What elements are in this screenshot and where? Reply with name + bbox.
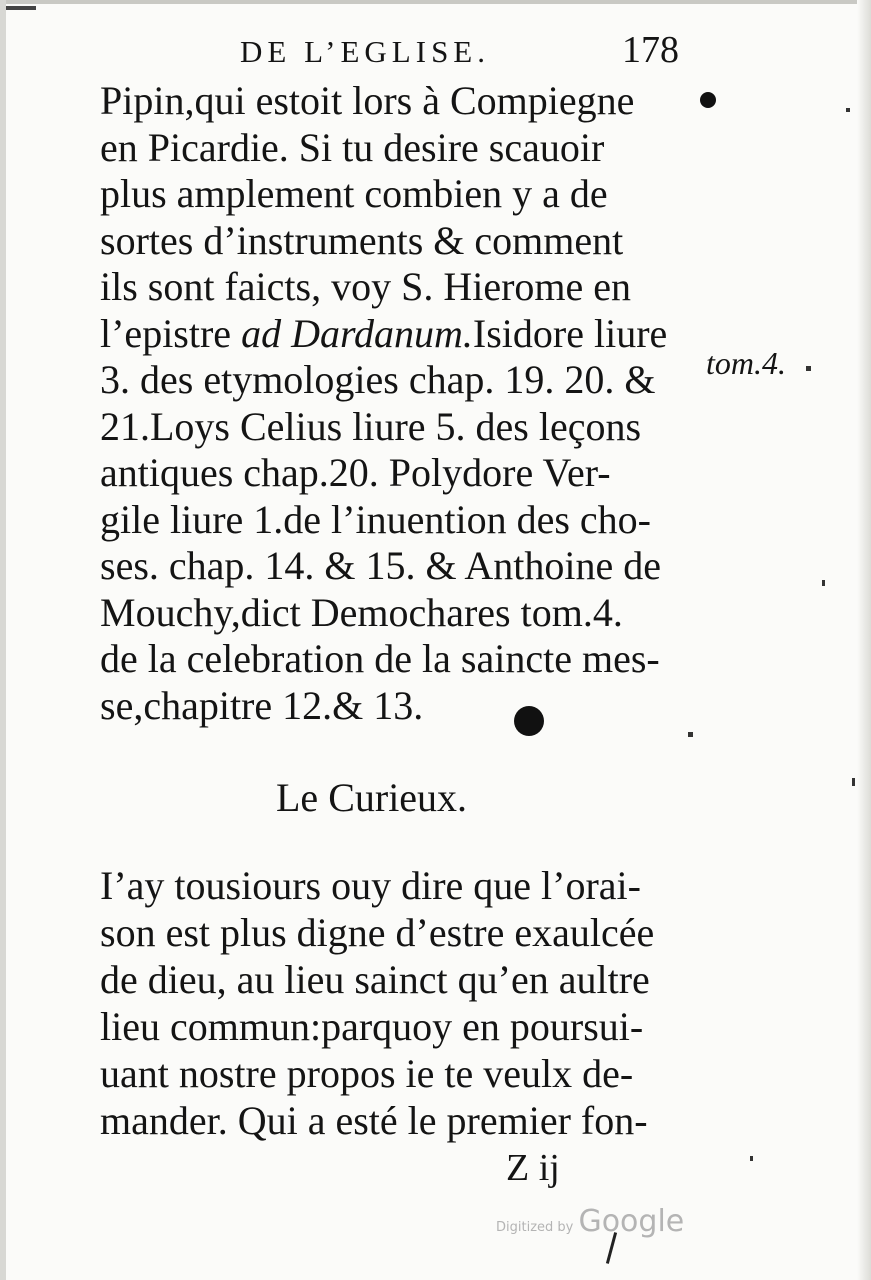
text-line — [100, 311, 700, 358]
scan-speck — [852, 778, 855, 786]
text-run: l’epistre — [100, 310, 242, 356]
text-line: Pipin,qui estoit lors à Compiegne — [100, 78, 635, 123]
text-line: 21.Loys Celius liure 5. des leçons — [100, 403, 642, 449]
text-line: mander. Qui a esté le premier fon- — [100, 1098, 648, 1143]
scan-speck — [750, 1156, 753, 1161]
scan-speck — [688, 732, 693, 737]
section-title: Le Curieux. — [276, 775, 468, 820]
scan-speck — [822, 580, 825, 586]
digitization-watermark — [496, 1204, 684, 1239]
text-line: uant nostre propos ie te veulx de- — [100, 1051, 634, 1096]
ink-blot-dot — [514, 706, 544, 736]
text-line: son est plus digne d’estre exaulcée — [100, 910, 655, 955]
watermark-prefix: Digitized by — [496, 1220, 574, 1235]
page-header — [240, 28, 700, 78]
text-run: Isidore liure — [472, 310, 668, 356]
scan-speck — [806, 366, 811, 371]
text-line: Mouchy,dict Demochares tom.4. — [100, 589, 623, 635]
paragraph-1 — [100, 78, 700, 729]
scan-corner-mark — [6, 6, 36, 10]
text-line: de dieu, au lieu sainct qu’en aultre — [100, 957, 650, 1002]
text-line: ses. chap. 14. & 15. & Anthoine de — [100, 543, 662, 588]
text-line: sortes d’instruments & comment — [100, 217, 624, 263]
running-title: DE L’EGLISE. — [240, 34, 490, 69]
scan-speck — [846, 108, 850, 112]
catchword: Z ij — [506, 1147, 560, 1189]
scan-edge-left — [0, 0, 6, 1280]
text-line: de la celebration de la saincte mes- — [100, 636, 660, 681]
text-line: en Picardie. Si tu desire scauoir — [100, 124, 605, 170]
italic-citation: ad Dardanum. — [241, 310, 473, 356]
text-line: antiques chap.20. Polydore Ver- — [100, 450, 611, 495]
text-line: se,chapitre 12.& 13. — [100, 682, 424, 728]
text-line: ils sont faicts, voy S. Hierome en — [100, 264, 632, 309]
text-line: plus amplement combien y a de — [100, 171, 608, 216]
text-line: gile liure 1.de l’inuention des cho- — [100, 496, 651, 542]
scan-edge-right — [857, 0, 871, 1280]
text-line: 3. des etymologies chap. 19. 20. & — [100, 357, 656, 402]
text-line: I’ay tousiours ouy dire que l’orai- — [100, 863, 641, 908]
text-line: lieu commun:parquoy en poursui- — [100, 1004, 644, 1049]
scan-edge-top — [0, 0, 871, 4]
margin-note: tom.4. — [706, 345, 786, 381]
watermark-brand: Google — [578, 1204, 685, 1239]
ink-blot-dot — [700, 92, 716, 108]
paragraph-2 — [100, 862, 700, 1144]
page-number: 178 — [622, 29, 679, 71]
